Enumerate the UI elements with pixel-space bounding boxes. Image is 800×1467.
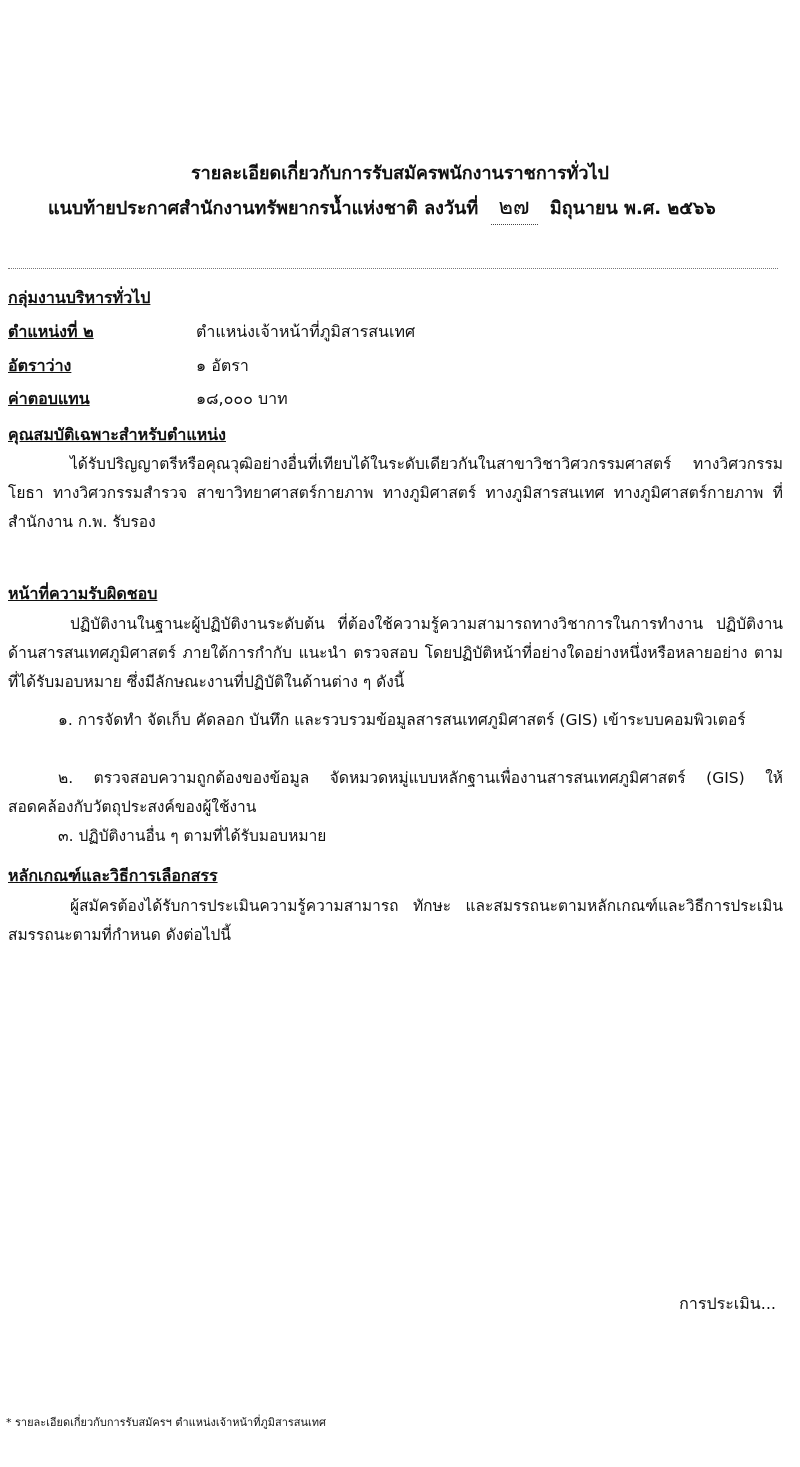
pay-label: ค่าตอบแทน <box>8 389 90 408</box>
footnote: * รายละเอียดเกี่ยวกับการรับสมัครฯ ตำแหน่งเจ้าหน้าที่ภูมิสารสนเทศ <box>6 1416 327 1429</box>
responsibility-item-2: ๒. ตรวจสอบความถูกต้องของข้อมูล จัดหมวดหมู่แบบหลักฐานเพื่องานสารสนเทศภูมิศาสตร์ (GIS) ให้สอดคล้องกับวัตถุประสงค์ของผู้ใช้งาน <box>8 769 783 816</box>
qualifications-text: ได้รับปริญญาตรีหรือคุณวุฒิอย่างอื่นที่เทียบได้ในระดับเดียวกันในสาขาวิชาวิศวกรรมศาสตร์ ทางวิศวกรรมโยธา ทางวิศวกรรมสำรวจ สาขาวิทยาศาสตร์กายภาพ ทางภูมิศาสตร์ ทางภูมิสารสนเทศ ทางภูมิศาสตร์กายภาพ ที่สำนักงาน ก.พ. รับรอง <box>8 455 783 531</box>
continuation-text: การประเมิน... <box>679 1294 776 1313</box>
document-title: รายละเอียดเกี่ยวกับการรับสมัครพนักงานราชการทั่วไป <box>191 163 609 184</box>
position-row <box>8 320 416 345</box>
qualifications-heading: คุณสมบัติเฉพาะสำหรับตำแหน่ง <box>8 425 226 444</box>
selection-heading: หลักเกณฑ์และวิธีการเลือกสรร <box>8 866 218 885</box>
responsibility-item-3: ๓. ปฏิบัติงานอื่น ๆ ตามที่ได้รับมอบหมาย <box>58 827 327 845</box>
group-heading: กลุ่มงานบริหารทั่วไป <box>8 288 151 307</box>
responsibilities-heading: หน้าที่ความรับผิดชอบ <box>8 584 158 603</box>
position-value: ตำแหน่งเจ้าหน้าที่ภูมิสารสนเทศ <box>196 322 416 341</box>
vacancy-value: ๑ อัตรา <box>196 356 249 375</box>
dotted-divider <box>8 268 778 269</box>
document-subtitle <box>48 189 768 225</box>
pay-row <box>8 387 288 412</box>
pay-value: ๑๘,๐๐๐ บาท <box>196 389 288 408</box>
selection-text: ผู้สมัครต้องได้รับการประเมินความรู้ความสามารถ ทักษะ และสมรรถนะตามหลักเกณฑ์และวิธีการประเมินสมรรถนะตามที่กำหนด ดังต่อไปนี้ <box>8 897 783 944</box>
subtitle-prefix: แนบท้ายประกาศสำนักงานทรัพยากรน้ำแห่งชาติ ลงวันที่ <box>48 198 479 219</box>
responsibilities-intro: ปฏิบัติงานในฐานะผู้ปฏิบัติงานระดับต้น ที่ต้องใช้ความรู้ความสามารถทางวิชาการในการทำงาน ปฏิบัติงานด้านสารสนเทศภูมิศาสตร์ ภายใต้การกำกับ แนะนำ ตรวจสอบ โดยปฏิบัติหน้าที่อย่างใดอย่างหนึ่งหรือหลายอย่าง ตามที่ได้รับมอบหมาย ซึ่งมีลักษณะงานที่ปฏิบัติในด้านต่าง ๆ ดังนี้ <box>8 615 783 691</box>
subtitle-suffix: มิถุนายน พ.ศ. ๒๕๖๖ <box>549 198 716 219</box>
handwritten-day: ๒๗ <box>491 189 538 225</box>
responsibility-item-1: ๑. การจัดทำ จัดเก็บ คัดลอก บันทึก และรวบรวมข้อมูลสารสนเทศภูมิศาสตร์ (GIS) เข้าระบบคอมพิวเตอร์ <box>58 711 746 729</box>
position-label: ตำแหน่งที่ ๒ <box>8 322 94 341</box>
vacancy-label: อัตราว่าง <box>8 356 72 375</box>
vacancy-row <box>8 354 249 379</box>
